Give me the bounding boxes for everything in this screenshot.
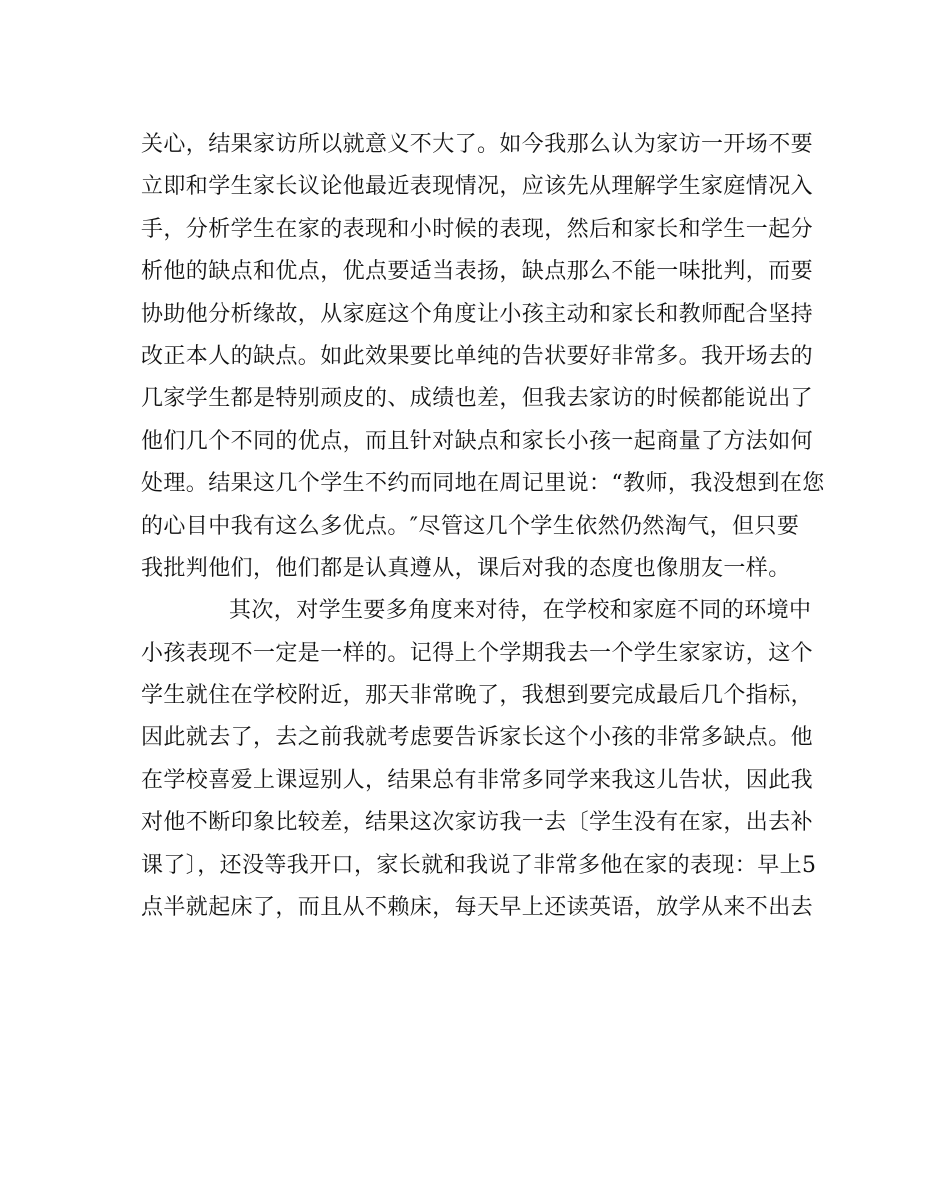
text-line: 因此就去了，去之前我就考虑要告诉家长这个小孩的非常多缺点。他 xyxy=(141,725,814,751)
text-line: 处理。结果这几个学生不约而同地在周记里说：“教师，我没想到在您 xyxy=(141,471,825,497)
text-line: 学生就住在学校附近，那天非常晚了，我想到要完成最后几个指标， xyxy=(141,683,814,709)
text-line xyxy=(141,929,821,971)
text-line: 关心，结果家访所以就意义不大了。如今我那么认为家访一开场不要 xyxy=(141,132,814,157)
text-line: 立即和学生家长议论他最近表现情况，应该先从理解学生家庭情况入 xyxy=(141,174,814,200)
text-line: 我批判他们，他们都是认真遵从，课后对我的态度也像朋友一样。 xyxy=(141,555,791,581)
text-line: 课了〕，还没等我开口，家长就和我说了非常多他在家的表现：早上5 xyxy=(141,852,817,878)
text-line: 几家学生都是特别顽皮的、成绩也差，但我去家访的时候都能说出了 xyxy=(141,386,814,412)
body-text xyxy=(141,124,825,972)
text-line: 在学校喜爱上课逗别人，结果总有非常多同学来我这儿告状，因此我 xyxy=(141,767,814,793)
text-line: 析他的缺点和优点，优点要适当表扬，缺点那么不能一味批判，而要 xyxy=(141,259,814,285)
text-line: 小孩表现不一定是一样的。记得上个学期我去一个学生家家访，这个 xyxy=(141,640,814,666)
text-line: 手，分析学生在家的表现和小时候的表现，然后和家长和学生一起分 xyxy=(141,216,814,242)
text-line: 改正本人的缺点。如此效果要比单纯的告状要好非常多。我开场去的 xyxy=(141,343,814,369)
text-line: 协助他分析缘故，从家庭这个角度让小孩主动和家长和教师配合坚持 xyxy=(141,301,814,327)
text-line: 他们几个不同的优点，而且针对缺点和家长小孩一起商量了方法如何 xyxy=(141,428,814,454)
text-line: 对他不断印象比较差，结果这次家访我一去〔学生没有在家，出去补 xyxy=(141,810,814,836)
paragraph-first-line: 其次，对学生要多角度来对待，在学校和家庭不同的环境中 xyxy=(229,598,812,624)
text-line: 的心目中我有这么多优点。″尽管这几个学生依然仍然淘气，但只要 xyxy=(141,513,800,539)
text-line: 点半就起床了，而且从不赖床，每天早上还读英语，放学从来不出去 xyxy=(141,895,814,921)
